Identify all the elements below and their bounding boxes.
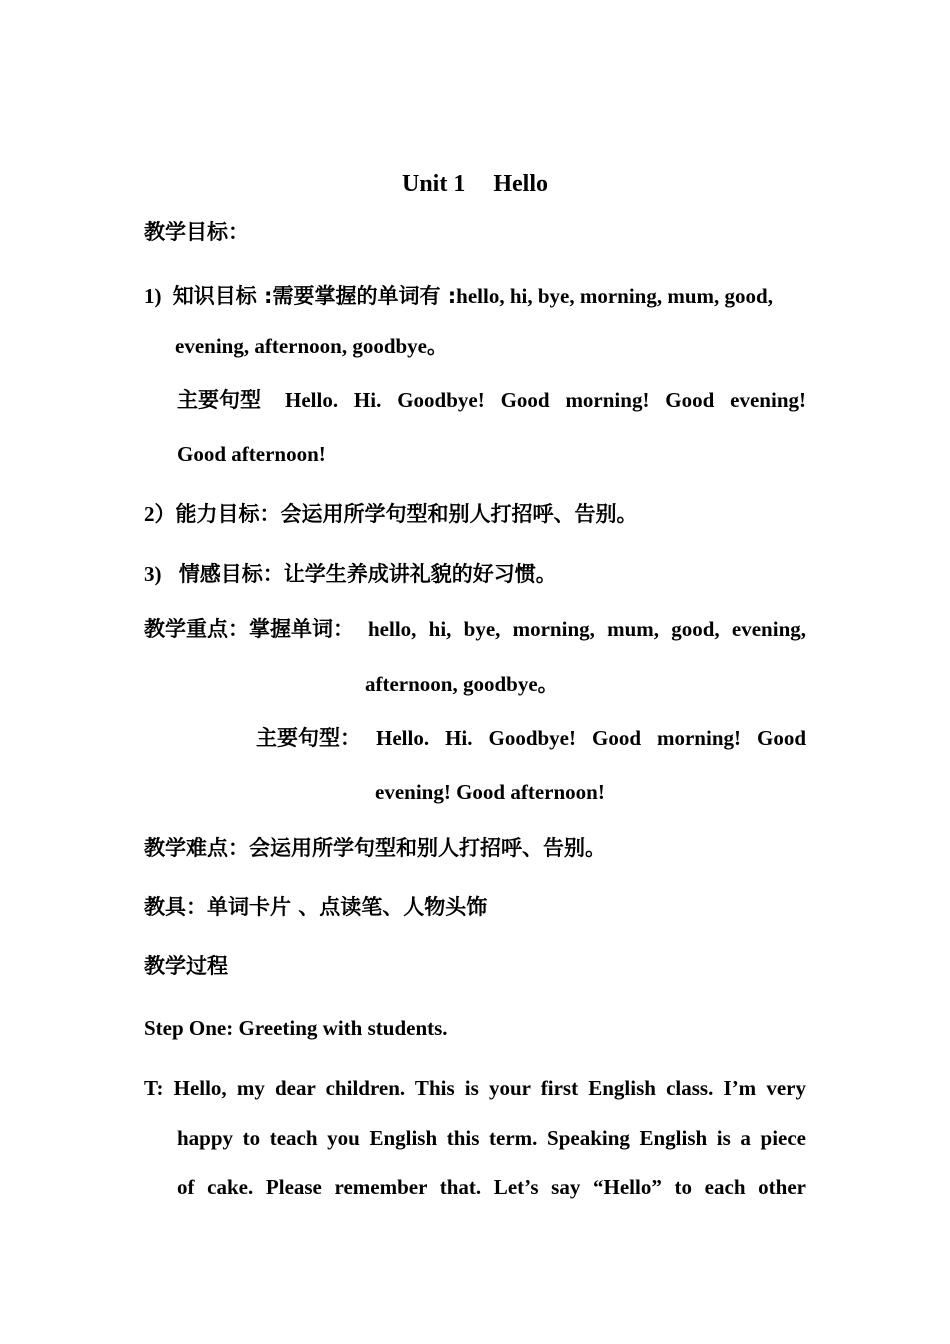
knowledge-pattern-label: 主要句型 bbox=[177, 388, 261, 412]
key-points-patterns-line1 bbox=[256, 724, 806, 752]
title-name: Hello bbox=[493, 171, 548, 197]
ability-text: ）能力目标：会运用所学句型和别人打招呼、告别。 bbox=[154, 502, 638, 526]
key-points-words-line2: afternoon, goodbye。 bbox=[365, 672, 559, 696]
teacher-line-3: of cake. Please remember that. Let’s say “Hello” to each other bbox=[177, 1175, 806, 1199]
knowledge-objective-line1 bbox=[144, 282, 806, 310]
key-points-line1 bbox=[144, 615, 806, 643]
knowledge-patterns-text: Hello. Hi. Goodbye! Good morning! Good evening! bbox=[285, 388, 806, 412]
teacher-line-2: happy to teach you English this term. Speaking English is a piece bbox=[177, 1126, 806, 1150]
ability-number: 2 bbox=[144, 502, 155, 526]
emotion-text: 情感目标：让学生养成讲礼貌的好习惯。 bbox=[178, 562, 557, 586]
key-points-patterns-line2: evening! Good afternoon! bbox=[375, 780, 605, 804]
key-points-label: 教学重点：掌握单词： bbox=[144, 617, 354, 641]
ability-objective bbox=[144, 500, 638, 528]
emotion-objective bbox=[144, 560, 557, 588]
emotion-number: 3) bbox=[144, 562, 162, 586]
key-points-pattern-label: 主要句型： bbox=[256, 726, 361, 750]
objectives-heading: 教学目标： bbox=[144, 220, 249, 244]
knowledge-words-line2: evening, afternoon, goodbye。 bbox=[175, 334, 448, 358]
knowledge-patterns-line1 bbox=[177, 386, 806, 414]
knowledge-label: 知识目标 :需要掌握的单词有 : bbox=[172, 284, 457, 308]
difficulty-line: 教学难点：会运用所学句型和别人打招呼、告别。 bbox=[144, 836, 606, 860]
key-points-patterns-text: Hello. Hi. Goodbye! Good morning! Good bbox=[376, 726, 806, 750]
teacher-line-1: T: Hello, my dear children. This is your first English class. I’m very bbox=[144, 1076, 806, 1100]
aids-line: 教具：单词卡片 、点读笔、人物头饰 bbox=[144, 895, 488, 919]
process-heading: 教学过程 bbox=[144, 954, 228, 978]
title-unit: Unit 1 bbox=[402, 171, 466, 197]
key-points-words-line1: hello, hi, bye, morning, mum, good, evening, bbox=[368, 617, 806, 641]
step-one-heading: Step One: Greeting with students. bbox=[144, 1016, 448, 1040]
page-title bbox=[0, 170, 950, 198]
knowledge-patterns-line2: Good afternoon! bbox=[177, 442, 326, 466]
knowledge-words-line1: hello, hi, bye, morning, mum, good, bbox=[456, 284, 773, 308]
knowledge-number: 1) bbox=[144, 284, 162, 308]
